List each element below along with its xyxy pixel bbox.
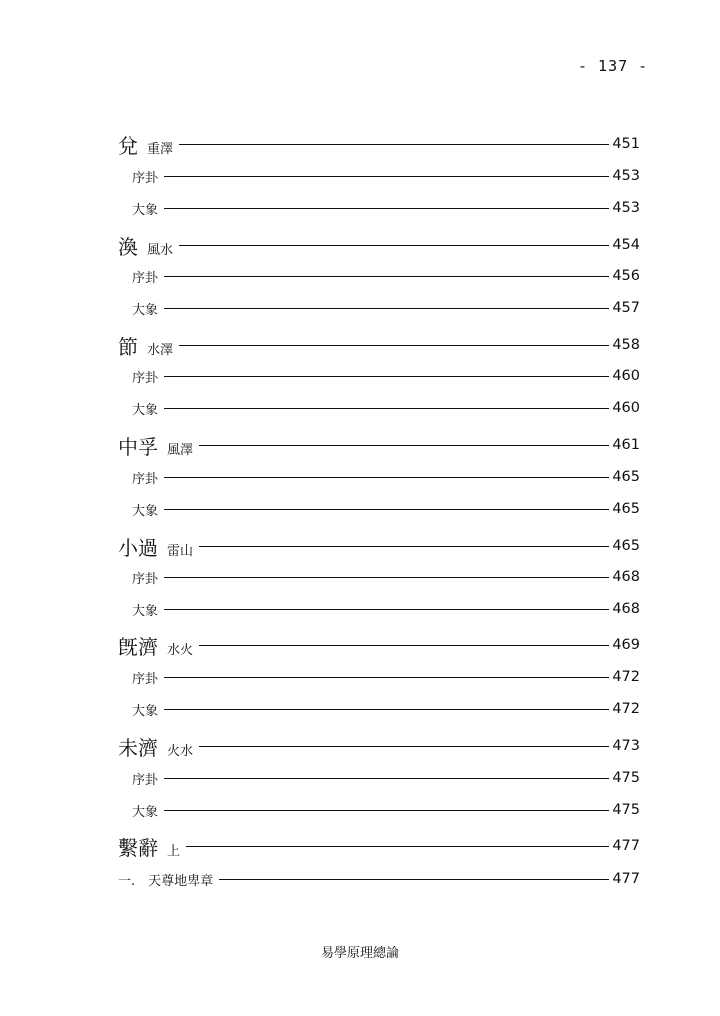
page-ref: 460 [612,400,640,416]
page-ref: 475 [612,770,640,786]
page-number: - 137 - [578,57,649,75]
leader-line [164,208,609,209]
page-ref: 453 [612,168,640,184]
hexagram-subtitle: 水火 [167,642,194,658]
leader-line [164,577,609,578]
section-name: 序卦 [132,571,159,587]
toc-entry-main [0,431,720,459]
page-ref: 472 [612,669,640,685]
page-ref: 465 [612,538,640,554]
leader-line [199,645,609,646]
toc-entry-title [132,600,158,619]
toc-entry-sub [0,796,720,824]
section-name: 一. 天尊地卑章 [118,873,214,889]
toc-entry-main [0,130,720,158]
leader-line [186,846,609,847]
leader-line [179,144,609,145]
leader-line [179,345,609,346]
toc-entry-sub [0,563,720,591]
toc-entry-main [0,231,720,259]
leader-line [164,509,609,510]
hexagram-name: 渙 [118,234,138,259]
page-ref: 465 [612,469,640,485]
toc-entry-title [118,631,193,660]
page-ref: 468 [612,569,640,585]
toc-entry-title [118,732,193,761]
hexagram-name: 繫辭 [118,835,158,860]
toc-entry-sub [0,294,720,322]
leader-line [199,746,609,747]
footer-book-title: 易學原理總論 [320,946,399,961]
leader-line [164,709,609,710]
hexagram-name: 兌 [118,133,138,158]
section-name: 序卦 [132,170,159,186]
page-ref: 454 [612,237,640,253]
page-ref: 457 [612,300,640,316]
toc-entry-title [132,769,158,788]
toc-entry-sub [0,162,720,190]
section-name: 大象 [132,603,159,619]
toc-entry-title [132,801,158,820]
toc-entry-title [132,267,158,286]
hexagram-name: 中孚 [118,434,158,459]
section-name: 大象 [132,402,159,418]
hexagram-subtitle: 雷山 [167,543,194,559]
toc-entry-sub [0,595,720,623]
page-ref: 468 [612,601,640,617]
leader-line [164,176,609,177]
toc-entry-title [118,431,193,460]
toc-entry-title [118,532,193,561]
leader-line [164,778,609,779]
hexagram-name: 節 [118,334,138,359]
toc-entry-section [0,865,720,893]
hexagram-name: 未濟 [118,735,158,760]
section-name: 大象 [132,302,159,318]
section-name: 序卦 [132,772,159,788]
leader-line [219,879,609,880]
toc-entry-sub [0,362,720,390]
toc-entry-title [118,832,180,861]
page-ref: 465 [612,501,640,517]
toc-entry-title [132,500,158,519]
toc-entry-title [132,399,158,418]
leader-line [164,376,609,377]
hexagram-subtitle: 風水 [147,242,174,258]
toc-entry-main [0,631,720,659]
page-ref: 473 [612,738,640,754]
section-name: 序卦 [132,270,159,286]
hexagram-subtitle: 重澤 [147,141,174,157]
toc-entry-sub [0,194,720,222]
section-name: 大象 [132,202,159,218]
leader-line [164,609,609,610]
toc-entry-main [0,532,720,560]
leader-line [164,308,609,309]
toc-entry-sub [0,262,720,290]
leader-line [164,677,609,678]
hexagram-subtitle: 水澤 [147,342,174,358]
toc-entry-sub [0,463,720,491]
leader-line [199,546,609,547]
toc-entry-sub [0,394,720,422]
toc-entry-main [0,832,720,860]
page-ref: 469 [612,637,640,653]
toc-entry-title [132,367,158,386]
hexagram-subtitle: 上 [167,843,181,859]
page-ref: 475 [612,802,640,818]
leader-line [164,477,609,478]
toc-entry-main [0,732,720,760]
toc-entry-sub [0,764,720,792]
toc-entry-title [132,167,158,186]
page-ref: 472 [612,701,640,717]
toc-entry-title [118,231,173,260]
section-name: 序卦 [132,471,159,487]
section-name: 大象 [132,503,159,519]
section-name: 序卦 [132,370,159,386]
page-ref: 458 [612,337,640,353]
toc-entry-sub [0,663,720,691]
toc-entry-main [0,331,720,359]
toc-entry-sub [0,695,720,723]
page-ref: 477 [612,838,640,854]
toc-entry-title [118,870,213,889]
hexagram-name: 旣濟 [118,634,158,659]
toc-entry-title [132,468,158,487]
hexagram-subtitle: 風澤 [167,442,194,458]
toc-entry-title [132,568,158,587]
leader-line [179,245,609,246]
toc-entry-title [132,700,158,719]
toc-entry-title [118,130,173,159]
hexagram-name: 小過 [118,535,158,560]
page-ref: 461 [612,437,640,453]
section-name: 序卦 [132,671,159,687]
toc-entry-title [132,199,158,218]
hexagram-subtitle: 火水 [167,743,194,759]
page-ref: 453 [612,200,640,216]
section-name: 大象 [132,804,159,820]
leader-line [164,810,609,811]
leader-line [164,408,609,409]
page-ref: 456 [612,268,640,284]
toc-entry-title [118,331,173,360]
toc-entry-sub [0,495,720,523]
section-name: 大象 [132,703,159,719]
leader-line [164,276,609,277]
toc-entry-title [132,668,158,687]
leader-line [199,445,609,446]
toc-entry-title [132,299,158,318]
page-ref: 477 [612,871,640,887]
page-ref: 451 [612,136,640,152]
page-ref: 460 [612,368,640,384]
